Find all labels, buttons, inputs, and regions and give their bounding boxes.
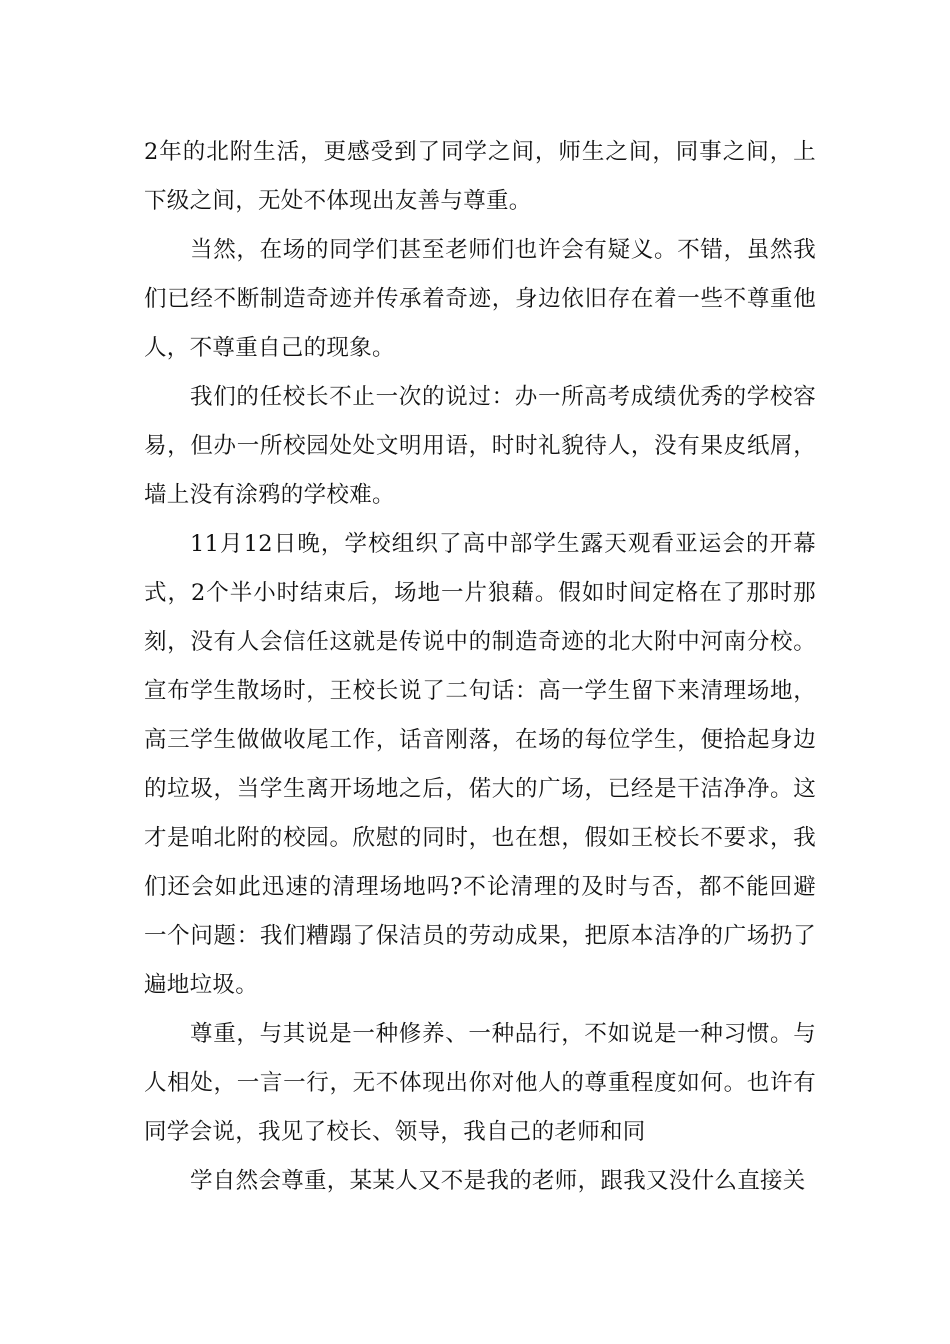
paragraph-3: 我们的任校长不止一次的说过：办一所高考成绩优秀的学校容易，但办一所校园处处文明用语，时时礼貌待人，没有果皮纸屑，墙上没有涂鸦的学校难。 (144, 384, 816, 508)
document-body (144, 128, 816, 1206)
paragraph-6: 学自然会尊重，某某人又不是我的老师，跟我又没什么直接关 (190, 1168, 806, 1194)
paragraph-4: 11月12日晚，学校组织了高中部学生露天观看亚运会的开幕式，2个半小时结束后，场地一片狼藉。假如时间定格在了那时那刻，没有人会信任这就是传说中的制造奇迹的北大附中河南分校。宣布学生散场时，王校长说了二句话：高一学生留下来清理场地，高三学生做做收尾工作，话音刚落，在场的每位学生，便拾起身边的垃圾，当学生离开场地之后，偌大的广场，已经是干洁净净。这才是咱北附的校园。欣慰的同时，也在想，假如王校长不要求，我们还会如此迅速的清理场地吗?不论清理的及时与否，都不能回避一个问题：我们糟蹋了保洁员的劳动成果，把原本洁净的广场扔了遍地垃圾。 (144, 531, 816, 998)
paragraph-1: 2年的北附生活，更感受到了同学之间，师生之间，同事之间，上下级之间，无处不体现出友善与尊重。 (144, 139, 816, 214)
paragraph-5: 尊重，与其说是一种修养、一种品行，不如说是一种习惯。与人相处，一言一行，无不体现出你对他人的尊重程度如何。也许有同学会说，我见了校长、领导，我自己的老师和同 (144, 1021, 816, 1145)
paragraph-2: 当然，在场的同学们甚至老师们也许会有疑义。不错，虽然我们已经不断制造奇迹并传承着奇迹，身边依旧存在着一些不尊重他人，不尊重自己的现象。 (144, 237, 816, 361)
